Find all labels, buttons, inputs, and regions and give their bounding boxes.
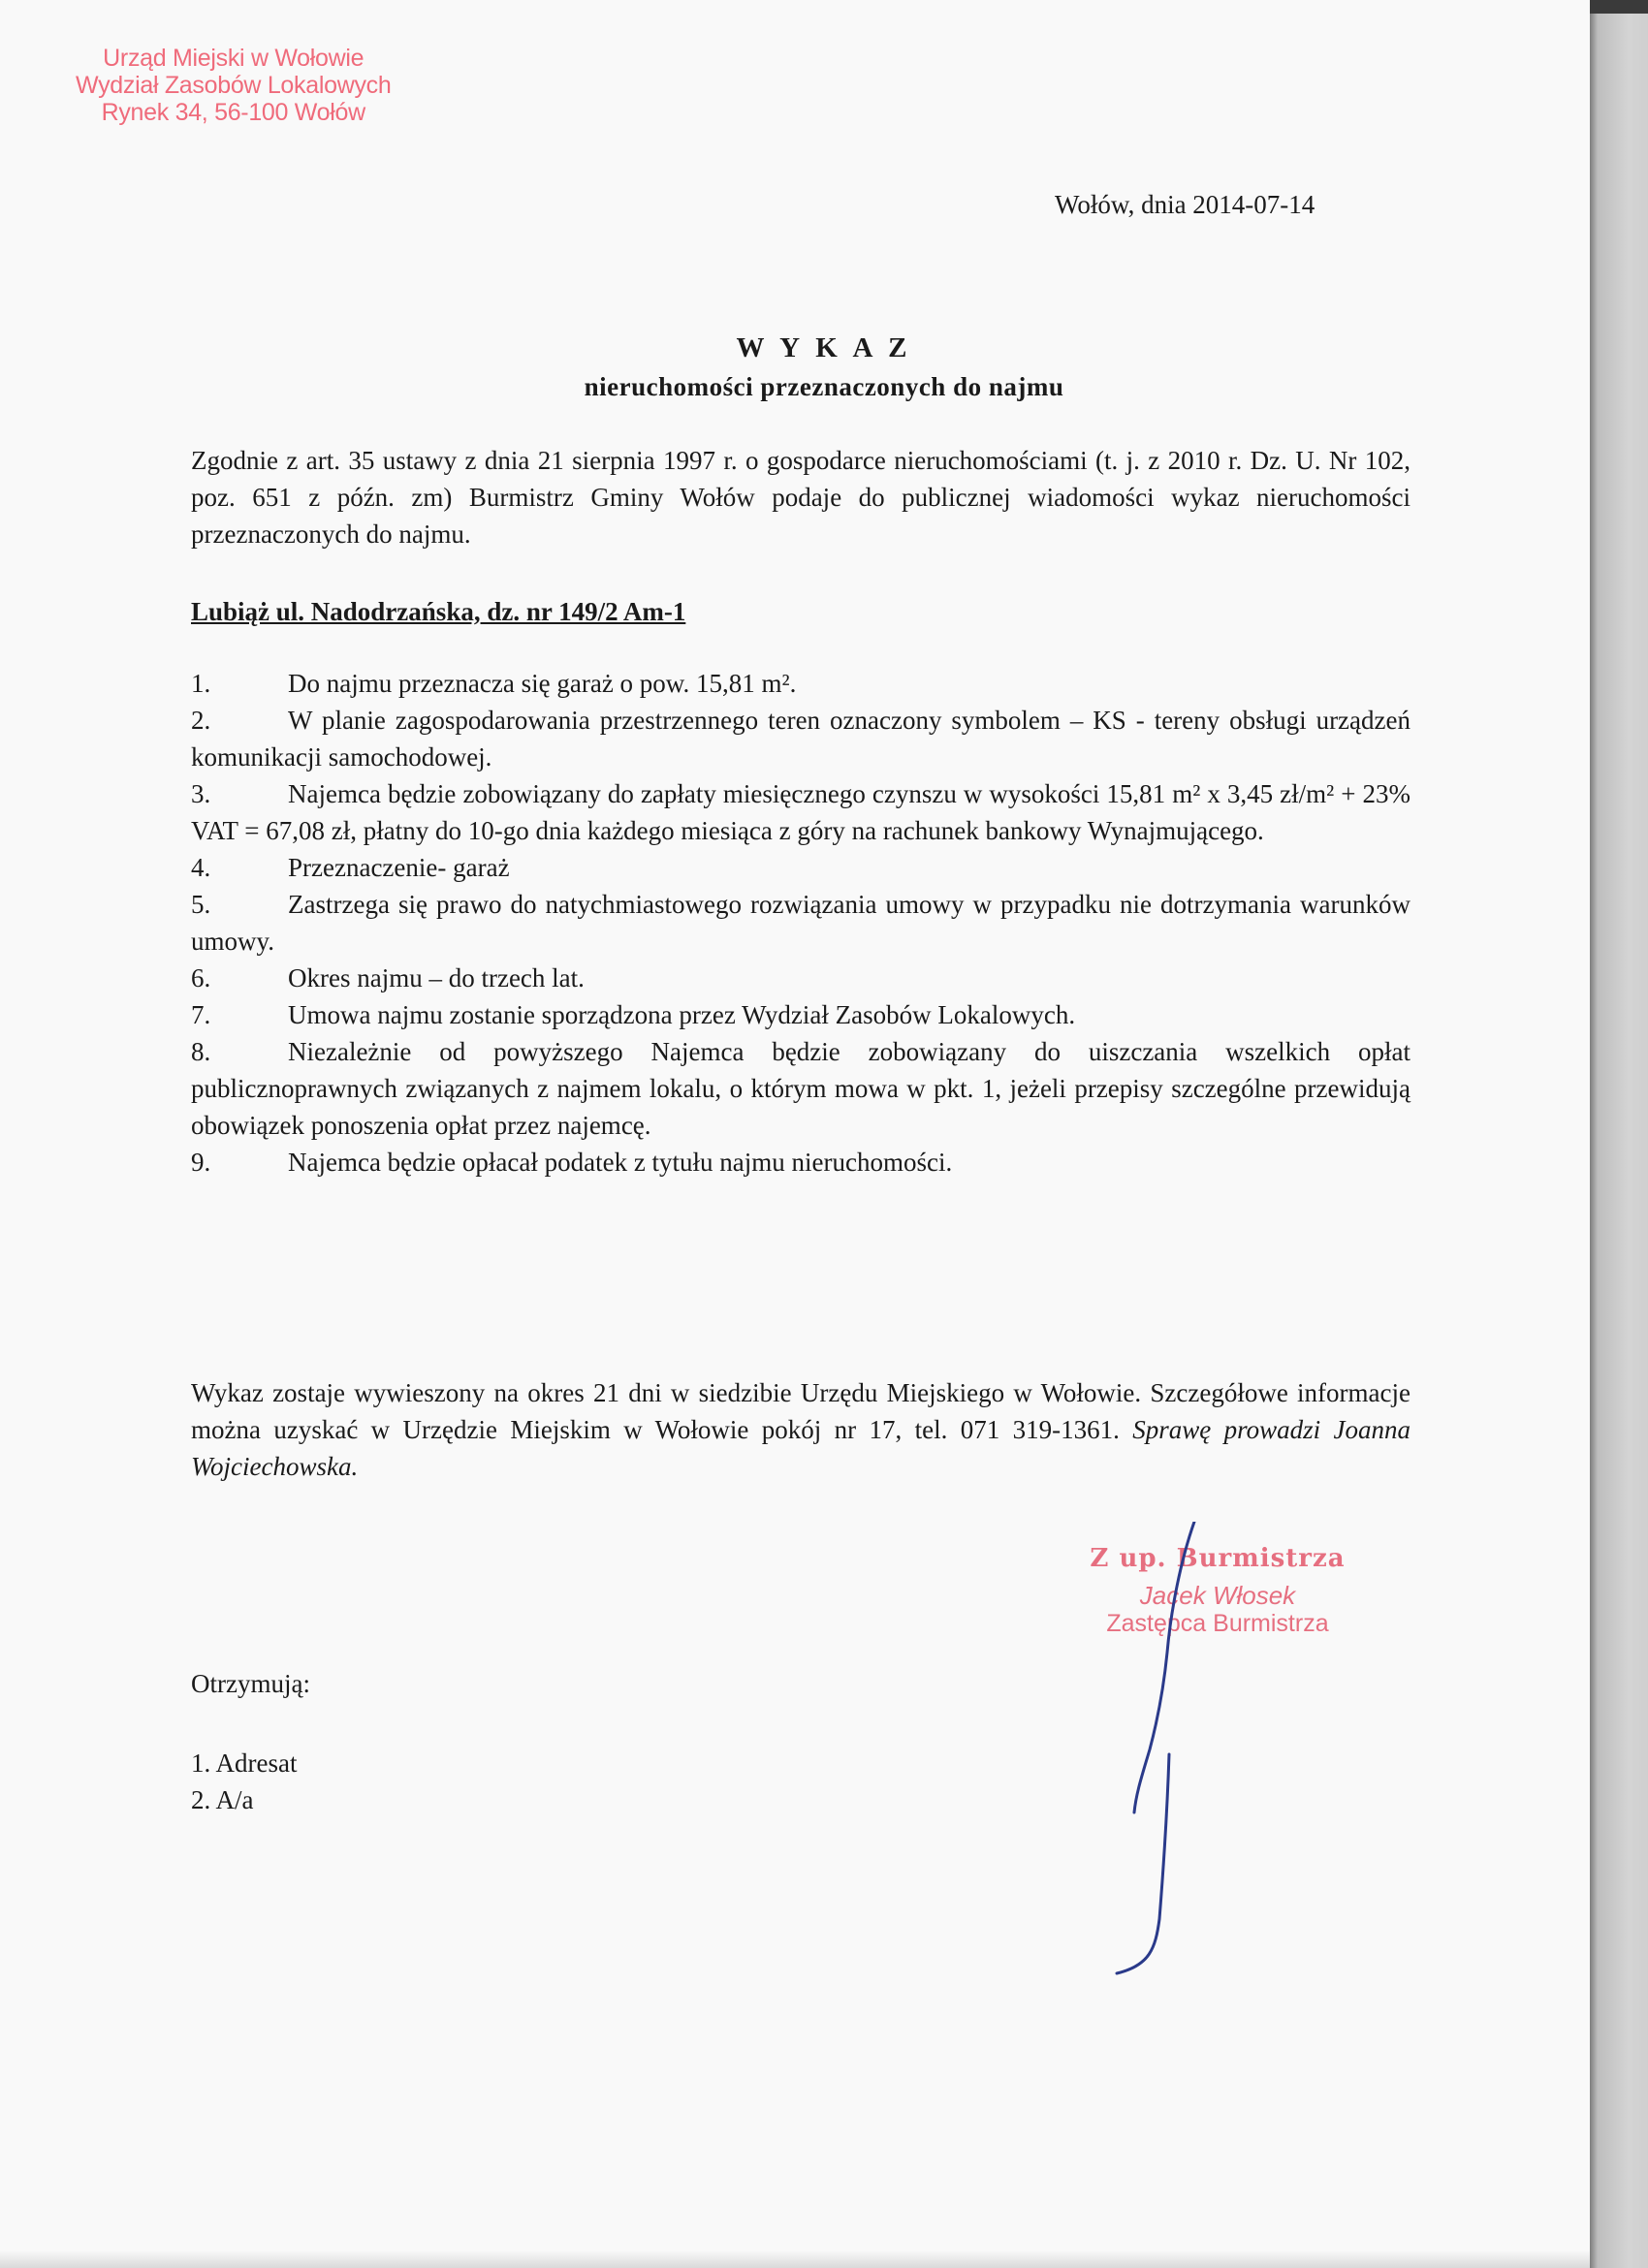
property-subject: Lubiąż ul. Nadodrzańska, dz. nr 149/2 Am-1 xyxy=(191,597,686,626)
receivers-list xyxy=(191,1745,297,1818)
list-item-text: W planie zagospodarowania przestrzennego teren oznaczony symbolem – KS - tereny obsługi urządzeń komunikacji samochodowej. xyxy=(191,706,1410,772)
list-item-number: 4. xyxy=(191,853,211,882)
document-subtitle: nieruchomości przeznaczonych do najmu xyxy=(584,372,1064,401)
receiver-item: 1. Adresat xyxy=(191,1748,298,1778)
scan-edge-corner xyxy=(1590,0,1648,14)
list-item-text: Najemca będzie zobowiązany do zapłaty miesięcznego czynszu w wysokości 15,81 m² x 3,45 zł/m² + 23% VAT = 67,08 zł, płatny do 10-go dnia każdego miesiąca z góry na rachunek bankowy Wynajmującego. xyxy=(191,779,1410,845)
office-stamp-line3: Rynek 34, 56-100 Wołów xyxy=(101,99,365,126)
list-item-number: 1. xyxy=(191,669,211,698)
list-item-number: 2. xyxy=(191,706,211,735)
case-officer: Sprawę prowadzi Joanna Wojciechowska. xyxy=(191,1415,1410,1481)
footer-paragraph xyxy=(191,1374,1410,1485)
list-item xyxy=(191,849,1410,886)
list-item-text: Najemca będzie opłacał podatek z tytułu najmu nieruchomości. xyxy=(288,1148,953,1177)
office-stamp-line2: Wydział Zasobów Lokalowych xyxy=(76,72,392,99)
intro-paragraph: Zgodnie z art. 35 ustawy z dnia 21 sierpnia 1997 r. o gospodarce nieruchomościami (t. j. z 2010 r. Dz. U. Nr 102, poz. 651 z późn. zm) Burmistrz Gminy Wołów podaje do publicznej wiadomości wykaz nieruchomości przeznaczonych do najmu. xyxy=(191,446,1410,549)
list-item xyxy=(191,886,1410,960)
receiver-item: 2. A/a xyxy=(191,1785,254,1814)
signature-stamp-line2: Jacek Włosek xyxy=(1139,1581,1296,1610)
list-item-number: 8. xyxy=(191,1037,211,1066)
office-stamp-line1: Urząd Miejski w Wołowie xyxy=(103,45,364,72)
list-item xyxy=(191,996,1410,1033)
signature-stamp-line1: Z up. Burmistrza xyxy=(1090,1544,1346,1573)
list-item-number: 7. xyxy=(191,1000,211,1029)
scan-edge-bottom xyxy=(0,2251,1590,2268)
list-item xyxy=(191,665,1410,702)
handwritten-signature xyxy=(1086,1522,1221,1977)
list-item-text: Do najmu przeznacza się garaż o pow. 15,81 m². xyxy=(288,669,797,698)
list-item-number: 9. xyxy=(191,1148,211,1177)
list-item xyxy=(191,960,1410,996)
list-item xyxy=(191,1033,1410,1144)
list-item-text: Zastrzega się prawo do natychmiastowego rozwiązania umowy w przypadku nie dotrzymania warunków umowy. xyxy=(191,890,1410,956)
office-stamp xyxy=(76,45,391,126)
list-item-number: 5. xyxy=(191,890,211,919)
footer-text: Wykaz zostaje wywieszony na okres 21 dni w siedzibie Urzędu Miejskiego w Wołowie. Szczegółowe informacje można uzyskać w Urzędzie Miejskim w Wołowie pokój nr 17, tel. 071 319-1361. xyxy=(191,1378,1410,1444)
list-item-number: 6. xyxy=(191,963,211,992)
signature-stamp-line3: Zastępca Burmistrza xyxy=(1106,1610,1329,1637)
conditions-list xyxy=(191,665,1410,1181)
document-title: W Y K A Z xyxy=(736,332,912,363)
list-item xyxy=(191,775,1410,849)
list-item-text: Niezależnie od powyższego Najemca będzie zobowiązany do uiszczania wszelkich opłat publicznoprawnych związanych z najmem lokalu, o którym mowa w pkt. 1, jeżeli przepisy szczególne przewidują obowiązek ponoszenia opłat przez najemcę. xyxy=(191,1037,1410,1140)
list-item-number: 3. xyxy=(191,779,211,808)
list-item-text: Okres najmu – do trzech lat. xyxy=(288,963,585,992)
document-date: Wołów, dnia 2014-07-14 xyxy=(1055,190,1315,219)
list-item xyxy=(191,702,1410,775)
list-item-text: Przeznaczenie- garaż xyxy=(288,853,510,882)
receivers-label: Otrzymują: xyxy=(191,1669,310,1698)
list-item xyxy=(191,1144,1410,1181)
list-item-text: Umowa najmu zostanie sporządzona przez Wydział Zasobów Lokalowych. xyxy=(288,1000,1076,1029)
